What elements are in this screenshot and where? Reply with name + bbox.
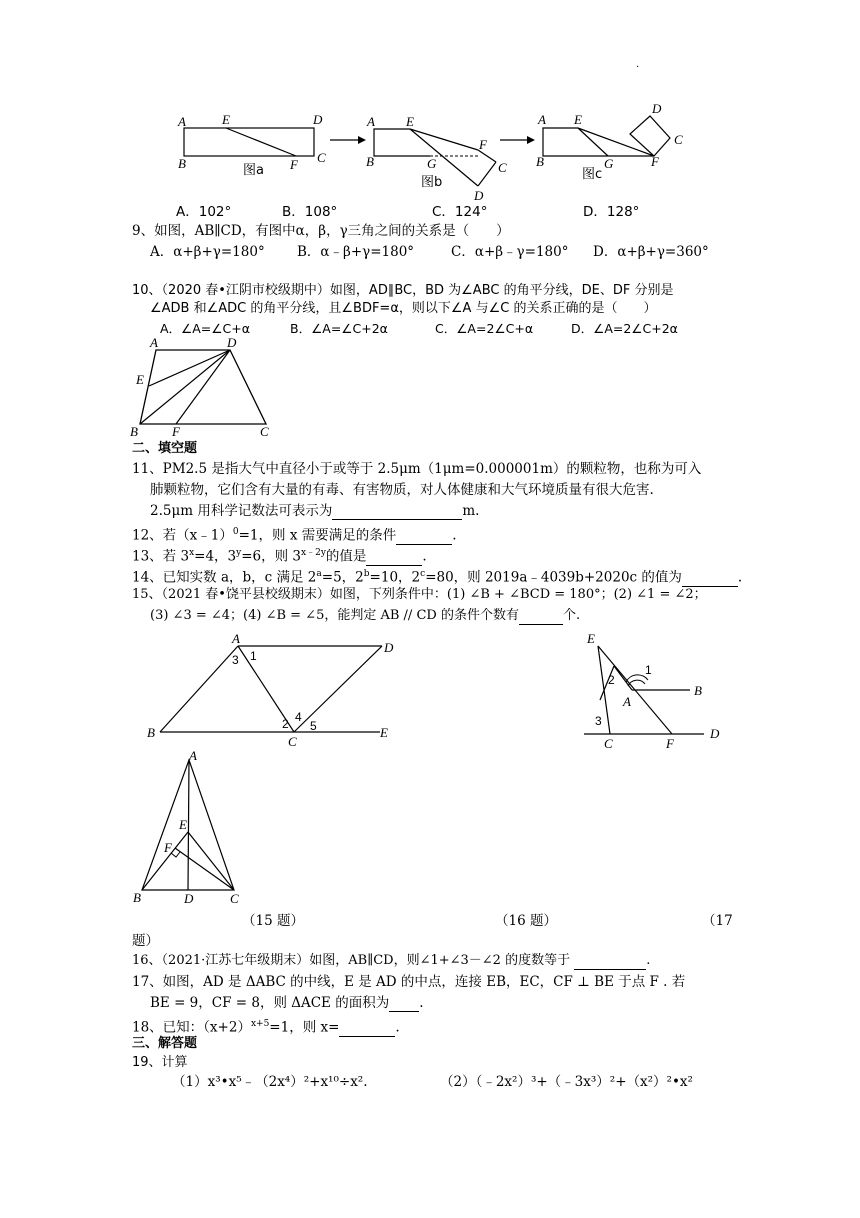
q11-line1: 11、PM2.5 是指大气中直径小于或等于 2.5μm（1μm=0.000001m）的颗粒物，也称为可入 bbox=[132, 461, 702, 477]
svg-text:B: B bbox=[133, 890, 141, 905]
q19-part2: （2）（﹣2x²）³+（﹣3x³）²+（x²）²•x² bbox=[440, 1074, 693, 1090]
svg-text:D: D bbox=[384, 640, 394, 655]
q18-text-b: =1，则 x= bbox=[269, 1019, 340, 1036]
q18-text-a: 18、已知：（x+2） bbox=[132, 1019, 251, 1036]
q9-option-a: A．α+β+γ=180° bbox=[150, 244, 265, 260]
q14-text-b: =5，2 bbox=[321, 569, 364, 586]
q14-sup1: a bbox=[316, 569, 322, 579]
svg-text:A: A bbox=[178, 114, 186, 129]
svg-text:E: E bbox=[179, 817, 187, 832]
q13-text-a: 13、若 3 bbox=[132, 548, 190, 565]
q14-text-e: . bbox=[737, 569, 743, 586]
svg-text:B: B bbox=[694, 683, 702, 698]
svg-text:G: G bbox=[604, 156, 614, 171]
svg-text:C: C bbox=[604, 736, 613, 751]
q18-text-c: . bbox=[395, 1019, 400, 1036]
q12-text-a: 12、若（x﹣1） bbox=[132, 527, 233, 544]
svg-text:A: A bbox=[232, 631, 240, 646]
svg-text:C: C bbox=[317, 150, 326, 165]
q17-line1: 17、如图，AD 是 ΔABC 的中线，E 是 AD 的中点，连接 EB，EC，CF ⊥ BE 于点 F . 若 bbox=[132, 974, 686, 990]
q16-end: . bbox=[646, 953, 651, 968]
fig-label-17a: （17 bbox=[702, 913, 733, 929]
svg-text:3: 3 bbox=[232, 653, 239, 667]
svg-text:D: D bbox=[710, 726, 720, 741]
svg-text:A: A bbox=[150, 335, 158, 350]
svg-text:F: F bbox=[290, 157, 298, 172]
svg-text:1: 1 bbox=[250, 649, 257, 663]
q18 bbox=[132, 1015, 400, 1037]
q10-option-a: A．∠A=∠C+α bbox=[160, 321, 250, 336]
svg-text:A: A bbox=[189, 748, 197, 763]
svg-text:C: C bbox=[260, 424, 269, 439]
svg-text:D: D bbox=[652, 101, 662, 116]
q10-line1: 10、（2020 春•江阴市校级期中）如图，AD∥BC，BD 为∠ABC 的角平分线，DE、DF 分别是 bbox=[132, 283, 674, 298]
q19-title: 19、计算 bbox=[132, 1055, 188, 1070]
svg-text:F: F bbox=[651, 154, 659, 169]
q13-text-d: 的值是 bbox=[325, 548, 367, 565]
svg-text:B: B bbox=[147, 725, 155, 740]
q17-end: . bbox=[419, 995, 424, 1011]
q10-line2: ∠ADB 和∠ADC 的角平分线，且∠BDF=α，则以下∠A 与∠C 的关系正确的是（ ） bbox=[150, 301, 657, 316]
svg-text:F: F bbox=[164, 840, 172, 855]
svg-text:C: C bbox=[288, 734, 297, 749]
svg-text:A: A bbox=[623, 694, 631, 709]
svg-text:E: E bbox=[136, 372, 144, 387]
q10-option-c: C．∠A=2∠C+α bbox=[435, 321, 534, 336]
svg-text:D: D bbox=[313, 112, 323, 127]
fig-label-16: （16 题） bbox=[495, 913, 557, 929]
svg-text:A: A bbox=[538, 112, 546, 127]
q12-text-b: =1，则 x 需要满足的条件 bbox=[238, 527, 397, 544]
q13-text-e: . bbox=[422, 548, 427, 565]
svg-text:B: B bbox=[130, 424, 138, 439]
svg-text:A: A bbox=[367, 114, 375, 129]
q8-option-b: B．108° bbox=[282, 204, 338, 220]
q16-text: 16、（2021·江苏七年级期末）如图，AB∥CD，则∠1+∠3－∠2 的度数等于 bbox=[132, 953, 571, 968]
svg-text:E: E bbox=[222, 112, 230, 127]
svg-text:E: E bbox=[574, 112, 582, 127]
q18-answer-blank[interactable] bbox=[339, 1022, 395, 1037]
q11-line3-text: 2.5μm 用科学记数法可表示为 bbox=[150, 503, 333, 519]
q16 bbox=[132, 952, 650, 970]
fig-label-15: （15 题） bbox=[242, 913, 304, 929]
q9-option-d: D．α+β+γ=360° bbox=[593, 244, 709, 260]
q16-answer-blank[interactable] bbox=[574, 955, 646, 970]
svg-text:B: B bbox=[178, 156, 186, 171]
svg-text:D: D bbox=[227, 335, 237, 350]
q15-line2-end: 个. bbox=[562, 608, 581, 623]
q17-line2-text: BE = 9，CF = 8，则 ΔACE 的面积为 bbox=[150, 995, 390, 1011]
q17-answer-blank[interactable] bbox=[389, 997, 419, 1012]
svg-text:2: 2 bbox=[282, 717, 289, 731]
svg-text:2: 2 bbox=[608, 673, 615, 687]
svg-text:D: D bbox=[184, 891, 194, 906]
svg-text:E: E bbox=[380, 725, 388, 740]
svg-text:1: 1 bbox=[645, 663, 652, 677]
svg-text:F: F bbox=[666, 736, 674, 751]
svg-text:B: B bbox=[536, 154, 544, 169]
q9-stem: 9、如图，AB∥CD，有图中α，β，γ三角之间的关系是（ ） bbox=[132, 223, 510, 239]
q15-line2-text: (3) ∠3 = ∠4；(4) ∠B = ∠5，能判定 AB // CD 的条件个数有 bbox=[150, 608, 519, 623]
svg-text:F: F bbox=[172, 424, 180, 439]
svg-text:E: E bbox=[406, 114, 414, 129]
q10-option-b: B．∠A=∠C+2α bbox=[290, 321, 388, 336]
q12-text-c: . bbox=[452, 527, 457, 544]
q15-line1: 15、（2021 春•饶平县校级期末）如图，下列条件中：(1) ∠B + ∠BCD = 180°；(2) ∠1 = ∠2； bbox=[132, 587, 707, 602]
q14-sup3: c bbox=[420, 569, 426, 579]
fig-c-caption: 图c bbox=[582, 167, 603, 182]
q8-option-c: C．124° bbox=[432, 204, 488, 220]
q11-unit: m. bbox=[462, 503, 480, 519]
q11-line2: 肺颗粒物，它们含有大量的有毒、有害物质，对人体健康和大气环境质量有很大危害. bbox=[150, 482, 654, 498]
page-dot: . bbox=[636, 59, 640, 70]
q13-sup2: y bbox=[236, 548, 242, 558]
section2-title: 二、填空题 bbox=[132, 441, 198, 456]
svg-text:4: 4 bbox=[295, 710, 302, 724]
svg-text:D: D bbox=[474, 188, 484, 203]
q9-option-c: C．α+β﹣γ=180° bbox=[451, 244, 569, 260]
q9-option-b: B．α﹣β+γ=180° bbox=[297, 244, 415, 260]
svg-text:F: F bbox=[479, 137, 487, 152]
q13-text-c: =6，则 3 bbox=[241, 548, 302, 565]
svg-text:3: 3 bbox=[595, 714, 602, 728]
q12-sup: 0 bbox=[232, 527, 239, 537]
svg-text:5: 5 bbox=[310, 719, 317, 733]
svg-text:B: B bbox=[366, 154, 374, 169]
q8-option-d: D．128° bbox=[583, 204, 640, 220]
q18-sup: x+5 bbox=[250, 1019, 270, 1029]
section3-title: 三、解答题 bbox=[132, 1036, 198, 1051]
fig-label-17b: 题） bbox=[132, 933, 159, 949]
q17-line2 bbox=[150, 994, 424, 1012]
q13-sup1: x bbox=[189, 548, 195, 558]
svg-text:E: E bbox=[587, 631, 595, 646]
q19-part1: （1）x³•x⁵﹣（2x⁴）²+x¹⁰÷x². bbox=[172, 1074, 368, 1090]
svg-text:G: G bbox=[427, 156, 437, 171]
q10-option-d: D．∠A=2∠C+2α bbox=[571, 321, 678, 336]
svg-text:C: C bbox=[498, 160, 507, 175]
svg-text:C: C bbox=[674, 132, 683, 147]
fig-b-caption: 图b bbox=[421, 175, 443, 190]
q14-text-c: =10，2 bbox=[369, 569, 421, 586]
fig-a-caption: 图a bbox=[243, 163, 264, 178]
q14-text-d: =80，则 2019a﹣4039b+2020c 的值为 bbox=[425, 569, 682, 586]
q13-text-b: =4，3 bbox=[194, 548, 237, 565]
q14-text-a: 14、已知实数 a，b，c 满足 2 bbox=[132, 569, 317, 586]
q14-sup2: b bbox=[363, 569, 370, 579]
svg-text:C: C bbox=[230, 891, 239, 906]
q13-sup3: x﹣2y bbox=[301, 548, 326, 558]
q8-option-a: A．102° bbox=[176, 204, 232, 220]
